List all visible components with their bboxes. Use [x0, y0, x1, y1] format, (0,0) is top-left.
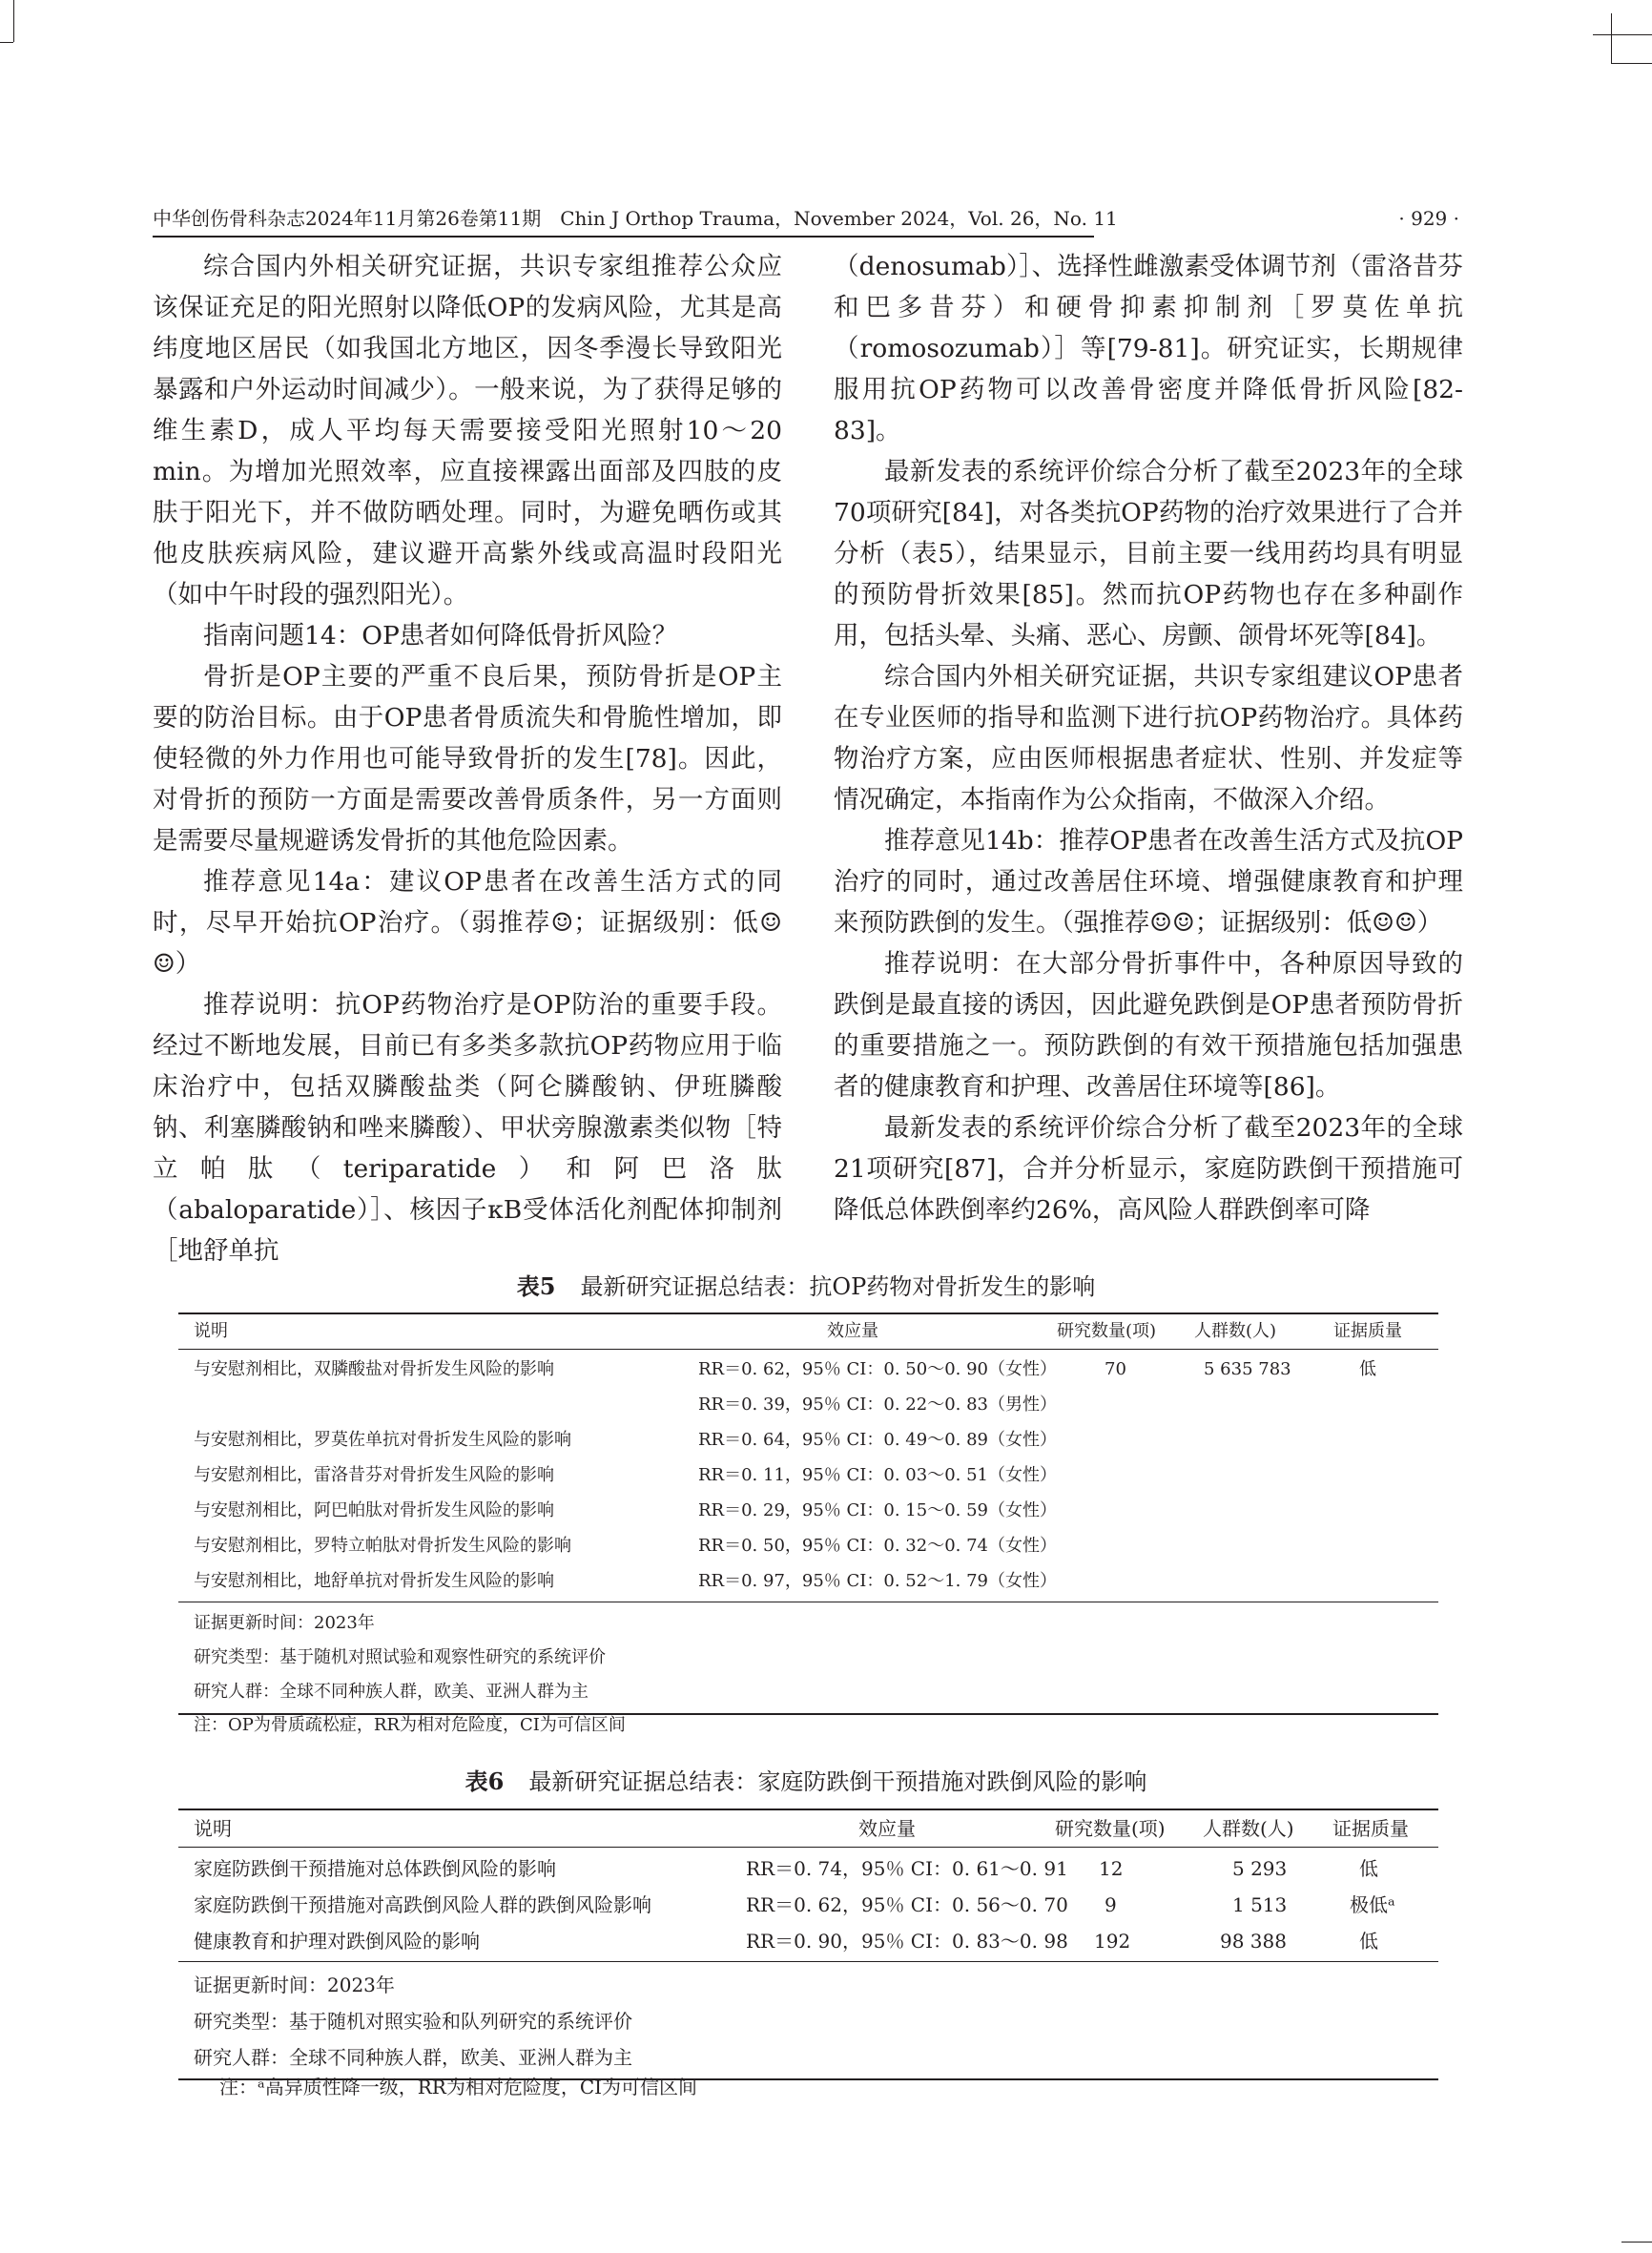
effect-size: RR＝0. 64，95％ CI：0. 49～0. 89（女性） [698, 1430, 1058, 1450]
effect-size: RR＝0. 62，95％ CI：0. 50～0. 90（女性） [698, 1359, 1058, 1379]
table-meta-row [178, 1641, 1438, 1675]
column-header: 人群数(人) [1203, 1817, 1294, 1840]
table6-note: 注：ᵃ高异质性降一级，RR为相对危险度，CI为可信区间 [219, 2076, 698, 2098]
table-title: 最新研究证据总结表：抗OP药物对骨折发生的影响 [580, 1273, 1096, 1300]
table-meta-row [178, 2003, 1438, 2039]
study-type: 研究类型：基于随机对照试验和观察性研究的系统评价 [194, 1647, 606, 1667]
effect-size: RR＝0. 90，95％ CI：0. 83～0. 98 [746, 1930, 1068, 1953]
table-meta-row [178, 2039, 1438, 2076]
table-meta-row [178, 1675, 1438, 1709]
study-population: 研究人群：全球不同种族人群，欧美、亚洲人群为主 [194, 2046, 632, 2069]
table-header-rule [178, 1847, 1438, 1848]
table-row [178, 1529, 1438, 1563]
row-description: 家庭防跌倒干预措施对总体跌倒风险的影响 [194, 1857, 556, 1880]
crop-mark [13, 0, 14, 42]
table-row [178, 1423, 1438, 1457]
body-column-right [834, 246, 1463, 1230]
section-question: 指南问题14：OP患者如何降低骨折风险？ [203, 621, 678, 651]
table-row [178, 1494, 1438, 1528]
crop-mark [1621, 2242, 1652, 2243]
recommendation: 推荐意见14b：推荐OP患者在改善生活方式及抗OP治疗的同时，通过改善居住环境、增强健康教育和护理来预防跌倒的发生。（强推荐☺☺；证据级别：低☺☺） [834, 826, 1463, 938]
page-number: · 929 · [1398, 207, 1459, 230]
paragraph: 综合国内外相关研究证据，共识专家组建议OP患者在专业医师的指导和监测下进行抗OP药物治疗。具体药物治疗方案，应由医师根据患者症状、性别、并发症等情况确定，本指南作为公众指南，不做深入介绍。 [834, 662, 1463, 815]
paragraph: 最新发表的系统评价综合分析了截至2023年的全球21项研究[87]，合并分析显示，家庭防跌倒干预措施可降低总体跌倒率约26%，高风险人群跌倒率可降 [834, 1113, 1463, 1225]
evidence-update-time: 证据更新时间：2023年 [194, 1613, 375, 1633]
table5-note: 注：OP为骨质疏松症，RR为相对危险度，CI为可信区间 [194, 1715, 626, 1735]
table-header-rule [178, 1349, 1438, 1350]
population-count: 5 293 [1232, 1857, 1288, 1880]
evidence-quality: 低 [1359, 1930, 1378, 1953]
crop-mark [0, 42, 13, 43]
column-header: 说明 [194, 1817, 232, 1840]
crop-mark [1611, 13, 1612, 63]
study-count: 70 [1105, 1359, 1126, 1379]
study-count: 192 [1094, 1930, 1131, 1953]
population-count: 5 635 783 [1204, 1359, 1291, 1379]
table-header-row [178, 1810, 1438, 1847]
column-header: 人群数(人) [1194, 1321, 1277, 1341]
table-meta-row [178, 1967, 1438, 2003]
journal-citation: 中华创伤骨科杂志2024年11月第26卷第11期 Chin J Orthop Trauma，November 2024，Vol. 26，No. 11 [153, 207, 1118, 230]
row-description: 与安慰剂相比，双膦酸盐对骨折发生风险的影响 [194, 1359, 554, 1379]
evidence-quality: 低 [1359, 1857, 1378, 1880]
paragraph: 综合国内外相关研究证据，共识专家组推荐公众应该保证充足的阳光照射以降低OP的发病风险，尤其是高纬度地区居民（如我国北方地区，因冬季漫长导致阳光暴露和户外运动时间减少）。一般来说，为了获得足够的维生素D，成人平均每天需要接受阳光照射10～20 min。为增加光照效率，应直接裸露出面部及四肢的皮肤于阳光下，并不做防晒处理。同时，为避免晒伤或其他皮肤疾病风险，建议避开高紫外线或高温时段阳光（如中午时段的强烈阳光）。 [153, 252, 782, 610]
table6-caption [153, 1766, 1459, 1798]
table-row [178, 1564, 1438, 1599]
effect-size: RR＝0. 50，95％ CI：0. 32～0. 74（女性） [698, 1536, 1058, 1556]
evidence-quality: 极低ᵃ [1350, 1893, 1395, 1916]
row-description: 健康教育和护理对跌倒风险的影响 [194, 1930, 480, 1953]
row-description: 与安慰剂相比，罗特立帕肽对骨折发生风险的影响 [194, 1536, 571, 1556]
study-population: 研究人群：全球不同种族人群，欧美、亚洲人群为主 [194, 1682, 589, 1702]
table-title: 最新研究证据总结表：家庭防跌倒干预措施对跌倒风险的影响 [528, 1768, 1147, 1795]
row-description: 与安慰剂相比，地舒单抗对骨折发生风险的影响 [194, 1571, 554, 1591]
paragraph: 推荐说明：抗OP药物治疗是OP防治的重要手段。经过不断地发展，目前已有多类多款抗OP药物应用于临床治疗中，包括双膦酸盐类（阿仑膦酸钠、伊班膦酸钠、利塞膦酸钠和唑来膦酸）、甲状旁腺激素类似物［特立帕肽（teriparatide）和阿巴洛肽（abaloparatide）］、核因子κB受体活化剂配体抑制剂［地舒单抗 [153, 990, 782, 1266]
running-header [153, 204, 1459, 233]
table-row [178, 1887, 1438, 1923]
table-row [178, 1353, 1438, 1387]
effect-size: RR＝0. 62，95％ CI：0. 56～0. 70 [746, 1893, 1068, 1916]
table-section-rule [178, 1961, 1438, 1962]
study-type: 研究类型：基于随机对照实验和队列研究的系统评价 [194, 2010, 632, 2033]
table-meta-row [178, 1606, 1438, 1641]
study-count: 9 [1105, 1893, 1117, 1916]
table-row [178, 1388, 1438, 1422]
paragraph: 推荐说明：在大部分骨折事件中，各种原因导致的跌倒是最直接的诱因，因此避免跌倒是OP患者预防骨折的重要措施之一。预防跌倒的有效干预措施包括加强患者的健康教育和护理、改善居住环境等[86]。 [834, 949, 1463, 1102]
crop-mark [1611, 63, 1652, 64]
effect-size: RR＝0. 11，95％ CI：0. 03～0. 51（女性） [698, 1465, 1058, 1485]
row-description: 家庭防跌倒干预措施对高跌倒风险人群的跌倒风险影响 [194, 1893, 651, 1916]
column-header: 研究数量(项) [1057, 1321, 1157, 1341]
table-label: 表6 [465, 1767, 505, 1795]
study-count: 12 [1099, 1857, 1124, 1880]
column-header: 说明 [194, 1321, 228, 1341]
effect-size: RR＝0. 74，95％ CI：0. 61～0. 91 [746, 1857, 1068, 1880]
row-description: 与安慰剂相比，罗莫佐单抗对骨折发生风险的影响 [194, 1430, 571, 1450]
table-row [178, 1458, 1438, 1493]
column-header: 效应量 [858, 1817, 916, 1840]
body-column-left [153, 246, 782, 1271]
crop-mark [1593, 34, 1652, 35]
row-description: 与安慰剂相比，雷洛昔芬对骨折发生风险的影响 [194, 1465, 554, 1485]
effect-size: RR＝0. 97，95％ CI：0. 52～1. 79（女性） [698, 1571, 1058, 1591]
evidence-update-time: 证据更新时间：2023年 [194, 1974, 395, 1996]
evidence-quality: 低 [1359, 1359, 1376, 1379]
table-header-row [178, 1314, 1438, 1349]
table5 [178, 1313, 1438, 1732]
column-header: 研究数量(项) [1055, 1817, 1166, 1840]
table-label: 表5 [516, 1272, 556, 1300]
paragraph: （denosumab）］、选择性雌激素受体调节剂（雷洛昔芬和巴多昔芬）和硬骨抑素抑制剂［罗莫佐单抗（romosozumab）］等[79-81]。研究证实，长期规律服用抗OP药物可以改善骨密度并降低骨折风险[82-83]。 [834, 252, 1463, 445]
effect-size: RR＝0. 39，95％ CI：0. 22～0. 83（男性） [698, 1395, 1058, 1415]
table-row [178, 1923, 1438, 1959]
column-header: 证据质量 [1333, 1321, 1402, 1341]
effect-size: RR＝0. 29，95％ CI：0. 15～0. 59（女性） [698, 1500, 1058, 1520]
population-count: 98 388 [1220, 1930, 1287, 1953]
recommendation: 推荐意见14a：建议OP患者在改善生活方式的同时，尽早开始抗OP治疗。（弱推荐☺；证据级别：低☺☺） [153, 867, 782, 979]
table-row [178, 1850, 1438, 1887]
table5-caption [153, 1271, 1459, 1303]
paragraph: 最新发表的系统评价综合分析了截至2023年的全球70项研究[84]，对各类抗OP药物的治疗效果进行了合并分析（表5），结果显示，目前主要一线用药均具有明显的预防骨折效果[85]。然而抗OP药物也存在多种副作用，包括头晕、头痛、恶心、房颤、颌骨坏死等[84]。 [834, 457, 1463, 651]
column-header: 效应量 [827, 1321, 878, 1341]
column-header: 证据质量 [1332, 1817, 1409, 1840]
population-count: 1 513 [1232, 1893, 1288, 1916]
row-description: 与安慰剂相比，阿巴帕肽对骨折发生风险的影响 [194, 1500, 554, 1520]
table6 [178, 1809, 1438, 2095]
paragraph: 骨折是OP主要的严重不良后果，预防骨折是OP主要的防治目标。由于OP患者骨质流失和骨脆性增加，即使轻微的外力作用也可能导致骨折的发生[78]。因此，对骨折的预防一方面是需要改善骨质条件，另一方面则是需要尽量规避诱发骨折的其他危险因素。 [153, 662, 782, 856]
header-rule [153, 236, 1094, 238]
